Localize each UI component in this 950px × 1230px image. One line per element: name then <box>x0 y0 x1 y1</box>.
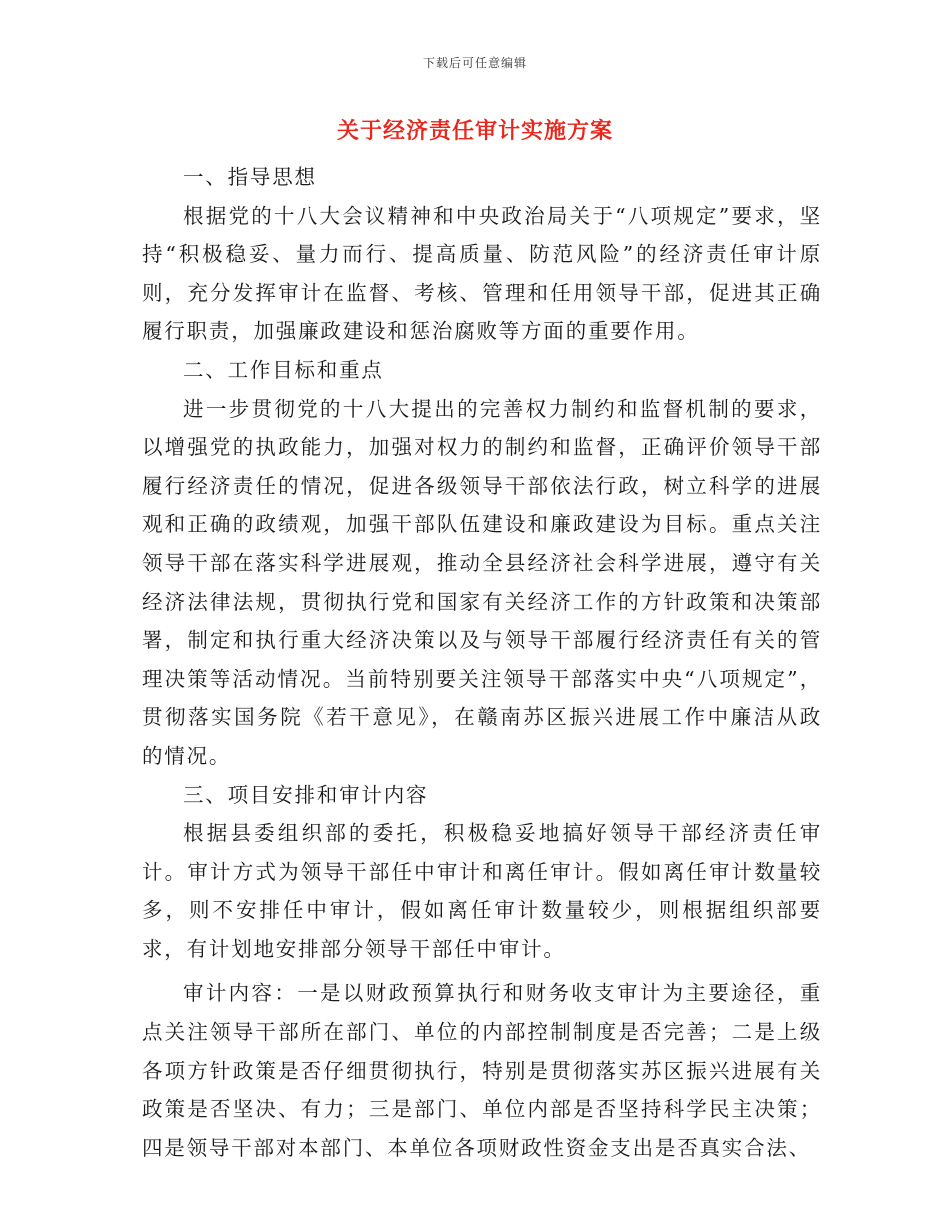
paragraph-audit-content: 审计内容：一是以财政预算执行和财务收支审计为主要途径，重点关注领导干部所在部门、单位的内部控制制度是否完善；二是上级各项方针政策是否仔细贯彻执行，特别是贯彻落实苏区振兴进展有关政策是否坚决、有力；三是部门、单位内部是否坚持科学民主决策；四是领导干部对本部门、本单位各项财政性资金支出是否真实合法、 <box>142 981 822 1160</box>
document-body <box>142 158 822 1167</box>
paragraph-guiding-ideology: 根据党的十八大会议精神和中央政治局关于“八项规定”要求，坚持“积极稳妥、量力而行、提高质量、防范风险”的经济责任审计原则，充分发挥审计在监督、考核、管理和任用领导干部，促进其正确履行职责，加强廉政建设和惩治腐败等方面的重要作用。 <box>142 203 822 344</box>
section-heading-goals: 二、工作目标和重点 <box>183 357 384 382</box>
document-title: 关于经济责任审计实施方案 <box>336 118 613 144</box>
section-heading-projects: 三、项目安排和审计内容 <box>183 782 429 807</box>
paragraph-projects: 根据县委组织部的委托，积极稳妥地搞好领导干部经济责任审计。审计方式为领导干部任中审计和离任审计。假如离任审计数量较多，则不安排任中审计，假如离任审计数量较少，则根据组织部要求，有计划地安排部分领导干部任中审计。 <box>142 821 822 961</box>
header-note: 下载后可任意编辑 <box>422 56 527 70</box>
section-heading-guiding-ideology: 一、指导思想 <box>183 165 317 189</box>
paragraph-goals: 进一步贯彻党的十八大提出的完善权力制约和监督机制的要求，以增强党的执政能力，加强对权力的制约和监督，正确评价领导干部履行经济责任的情况，促进各级领导干部依法行政，树立科学的进展观和正确的政绩观，加强干部队伍建设和廉政建设为目标。重点关注领导干部在落实科学进展观，推动全县经济社会科学进展，遵守有关经济法律法规，贯彻执行党和国家有关经济工作的方针政策和决策部署，制定和执行重大经济决策以及与领导干部履行经济责任有关的管理决策等活动情况。当前特别要关注领导干部落实中央“八项规定”，贯彻落实国务院《若干意见》，在赣南苏区振兴进展工作中廉洁从政的情况。 <box>142 396 822 768</box>
